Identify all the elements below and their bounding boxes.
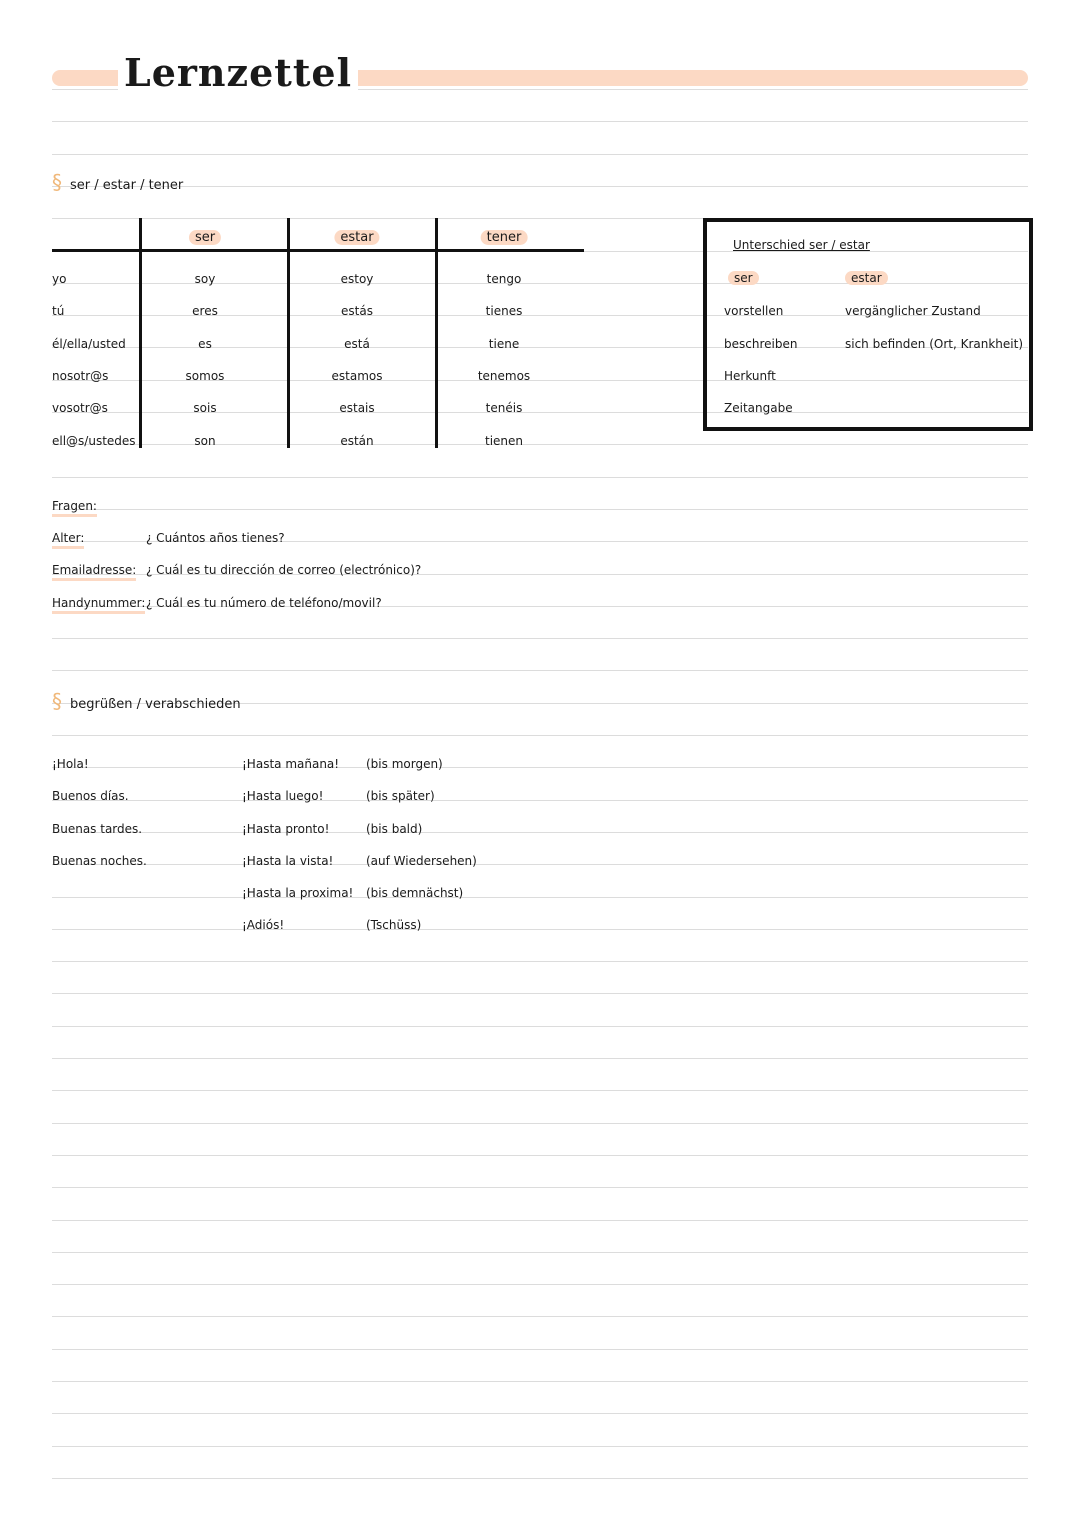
table-pronoun: nosotr@s: [52, 369, 109, 383]
ruled-line: [52, 1446, 1028, 1447]
table-cell-ser: eres: [192, 304, 218, 318]
table-cell-tener: tenéis: [485, 401, 523, 415]
ruled-line: [52, 735, 1028, 736]
table-header-tener: tener: [481, 230, 528, 245]
box-ser-use: vorstellen: [724, 304, 784, 318]
ruled-line: [52, 1090, 1028, 1091]
box-col-head-estar: estar: [845, 271, 888, 285]
greeting-phrase: ¡Hola!: [52, 757, 89, 771]
ruled-line: [52, 897, 1028, 898]
ruled-line: [52, 154, 1028, 155]
section-heading-text: begrüßen / verabschieden: [70, 697, 241, 712]
farewell-translation: (bis später): [366, 789, 435, 803]
greeting-phrase: Buenos días.: [52, 789, 129, 803]
paragraph-symbol-icon: §: [52, 689, 62, 713]
table-header-rule: [52, 249, 584, 252]
greeting-phrase: Buenas tardes.: [52, 822, 143, 836]
ruled-line: [52, 1349, 1028, 1350]
farewell-translation: (bis morgen): [366, 757, 443, 771]
box-estar-use: sich befinden (Ort, Krankheit): [845, 337, 1024, 351]
box-col-head-ser: ser: [728, 271, 759, 285]
box-ser-use: Zeitangabe: [724, 401, 793, 415]
ruled-line: [52, 864, 1028, 865]
ruled-line: [52, 1187, 1028, 1188]
table-cell-ser: somos: [185, 369, 225, 383]
ruled-line: [52, 1478, 1028, 1479]
page-title: Lernzettel: [118, 50, 358, 95]
table-pronoun: vosotr@s: [52, 401, 108, 415]
section-heading-ser-estar-tener: [52, 170, 183, 194]
table-cell-tener: tiene: [488, 337, 520, 351]
ruled-line: [52, 800, 1028, 801]
ruled-line: [52, 1026, 1028, 1027]
farewell-phrase: ¡Hasta la vista!: [242, 854, 334, 868]
box-ser-use: Herkunft: [724, 369, 776, 383]
question-label: Handynummer:: [52, 596, 145, 614]
ruled-line: [52, 121, 1028, 122]
table-cell-ser: sois: [193, 401, 217, 415]
ruled-line: [52, 832, 1028, 833]
table-cell-estar: están: [340, 434, 374, 448]
question-label: Alter:: [52, 531, 84, 549]
farewell-translation: (auf Wiedersehen): [366, 854, 477, 868]
table-cell-ser: soy: [194, 272, 216, 286]
ruled-line: [52, 929, 1028, 930]
ruled-line: [52, 1316, 1028, 1317]
table-cell-estar: estamos: [331, 369, 383, 383]
paragraph-symbol-icon: §: [52, 170, 62, 194]
difference-box-title: Unterschied ser / estar: [733, 238, 870, 252]
question-label: Emailadresse:: [52, 563, 136, 581]
section-heading-text: ser / estar / tener: [70, 178, 184, 193]
questions-label: Fragen:: [52, 499, 97, 517]
farewell-phrase: ¡Hasta la proxima!: [242, 886, 354, 900]
ruled-line: [52, 1058, 1028, 1059]
table-cell-tener: tienes: [485, 304, 523, 318]
ruled-line: [52, 1220, 1028, 1221]
table-cell-estar: está: [344, 337, 370, 351]
table-cell-estar: estoy: [340, 272, 374, 286]
ruled-line: [52, 509, 1028, 510]
table-cell-tener: tienen: [484, 434, 524, 448]
ruled-line: [52, 961, 1028, 962]
farewell-phrase: ¡Hasta pronto!: [242, 822, 330, 836]
greeting-phrase: Buenas noches.: [52, 854, 147, 868]
ruled-line: [52, 1284, 1028, 1285]
ruled-line: [52, 1155, 1028, 1156]
table-divider: [139, 218, 142, 448]
table-cell-estar: estás: [341, 304, 373, 318]
table-cell-ser: es: [198, 337, 212, 351]
table-cell-tener: tenemos: [477, 369, 531, 383]
ruled-line: [52, 670, 1028, 671]
table-pronoun: él/ella/usted: [52, 337, 126, 351]
ruled-line: [52, 1123, 1028, 1124]
table-divider: [435, 218, 438, 448]
ruled-line: [52, 1252, 1028, 1253]
ruled-line: [52, 477, 1028, 478]
farewell-translation: (Tschüss): [366, 918, 422, 932]
farewell-translation: (bis bald): [366, 822, 423, 836]
table-pronoun: ell@s/ustedes: [52, 434, 136, 448]
table-cell-estar: estais: [339, 401, 375, 415]
ruled-line: [52, 767, 1028, 768]
question-text: ¿ Cuál es tu dirección de correo (electrónico)?: [146, 563, 422, 577]
box-ser-use: beschreiben: [724, 337, 798, 351]
table-cell-ser: son: [194, 434, 216, 448]
table-pronoun: tú: [52, 304, 65, 318]
farewell-translation: (bis demnächst): [366, 886, 464, 900]
ruled-line: [52, 1381, 1028, 1382]
question-text: ¿ Cuántos años tienes?: [146, 531, 285, 545]
table-header-ser: ser: [189, 230, 221, 245]
ruled-line: [52, 186, 1028, 187]
farewell-phrase: ¡Adiós!: [242, 918, 285, 932]
box-estar-use: vergänglicher Zustand: [845, 304, 981, 318]
question-text: ¿ Cuál es tu número de teléfono/movil?: [146, 596, 382, 610]
farewell-phrase: ¡Hasta mañana!: [242, 757, 340, 771]
ruled-line: [52, 993, 1028, 994]
table-divider: [287, 218, 290, 448]
ruled-line: [52, 638, 1028, 639]
ruled-line: [52, 1413, 1028, 1414]
farewell-phrase: ¡Hasta luego!: [242, 789, 324, 803]
table-pronoun: yo: [52, 272, 67, 286]
table-cell-tener: tengo: [486, 272, 522, 286]
section-heading-greetings: [52, 689, 241, 713]
table-header-estar: estar: [334, 230, 379, 245]
